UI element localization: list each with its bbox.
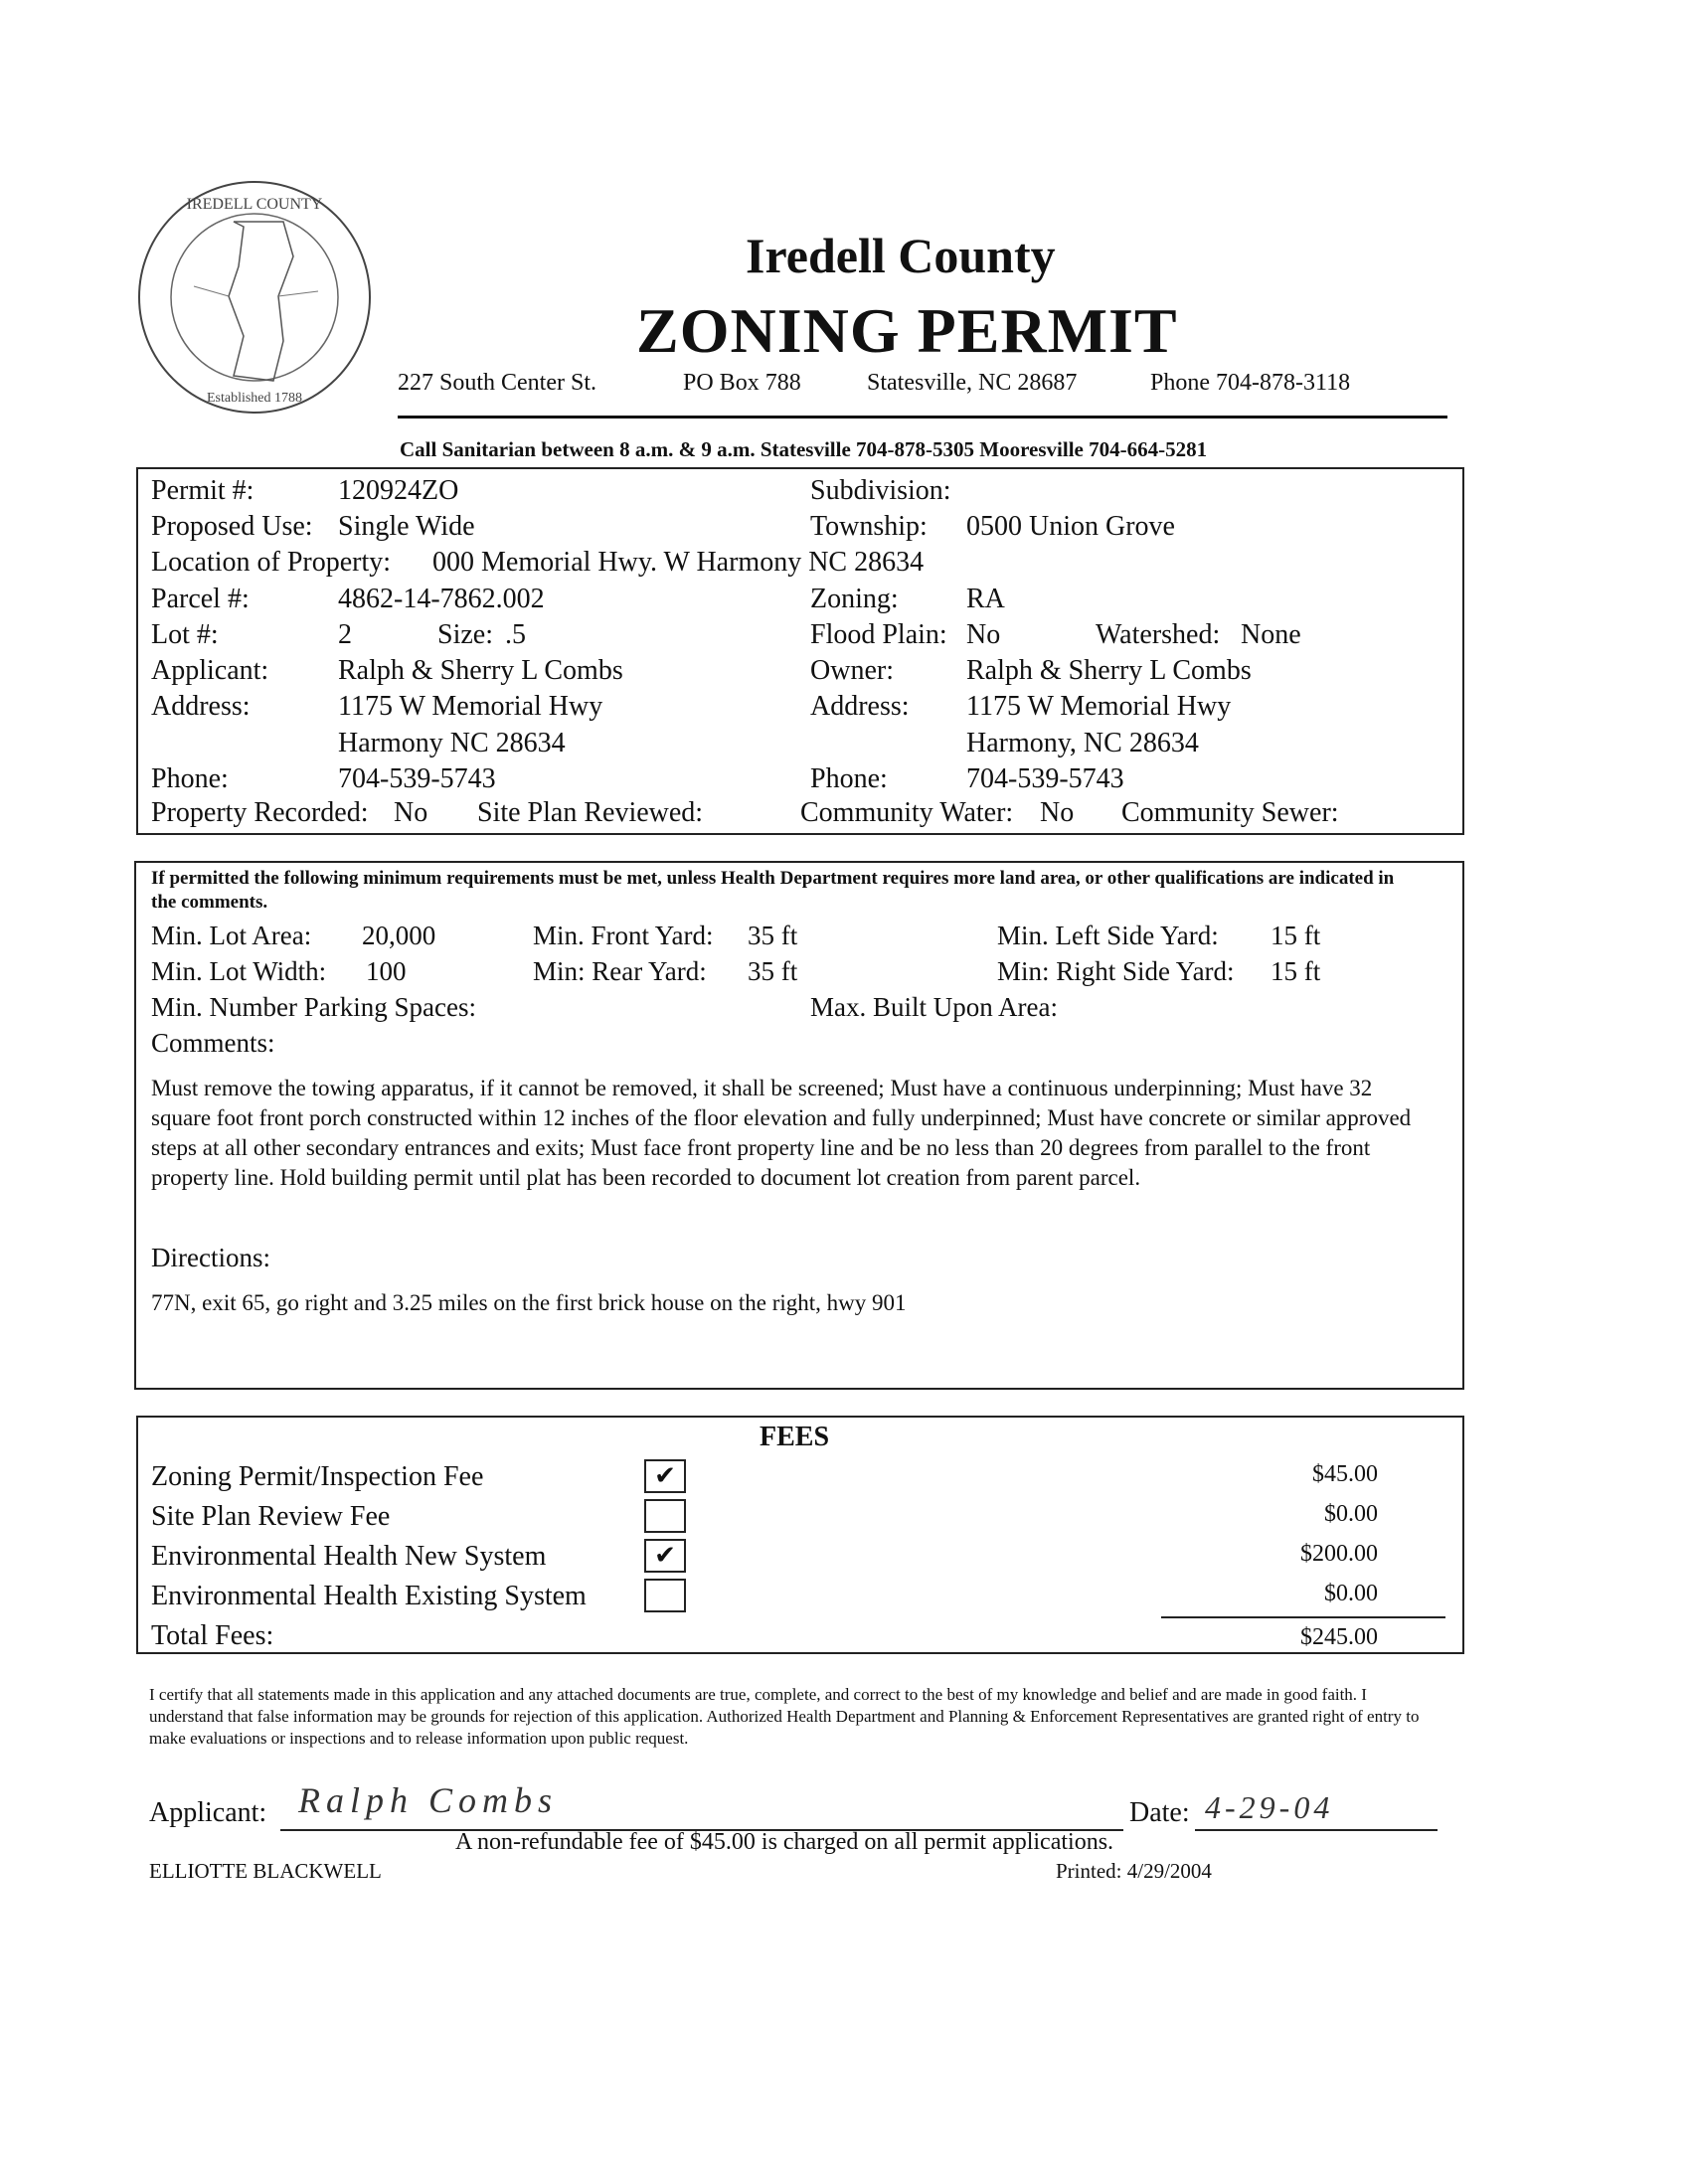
size-label: Size: <box>437 619 493 650</box>
lot-label: Lot #: <box>151 619 219 650</box>
min-left-side-yard-label: Min. Left Side Yard: <box>997 921 1219 950</box>
county-name: Iredell County <box>746 228 1056 283</box>
location-value: 000 Memorial Hwy. W Harmony NC 28634 <box>432 547 925 578</box>
owner-phone-value: 704-539-5743 <box>966 763 1124 794</box>
certification-text: I certify that all statements made in this application and any attached documents are true, complete, and correct to the best of my knowledge and belief and are made in good faith. I understand that false information may be grounds for rejection of this application. Authorized Health Department and Planning & Enforcement Representatives are granted right of entry to make evaluations or inspections and to release information upon public request. <box>149 1685 1420 1748</box>
min-front-yard-value: 35 ft <box>748 921 798 950</box>
min-left-side-yard-value: 15 ft <box>1270 921 1321 950</box>
owner-address-label: Address: <box>810 691 910 722</box>
flood-plain-label: Flood Plain: <box>810 619 947 650</box>
min-rear-yard-value: 35 ft <box>748 956 798 986</box>
fee-site-plan-amount: $0.00 <box>1324 1501 1378 1527</box>
printed-date: Printed: 4/29/2004 <box>1056 1859 1212 1883</box>
proposed-use-value: Single Wide <box>338 511 475 542</box>
fee-env-new-checkbox[interactable]: ✔ <box>644 1539 686 1573</box>
document-title: ZONING PERMIT <box>636 295 1178 366</box>
svg-text:IREDELL COUNTY: IREDELL COUNTY <box>186 196 323 213</box>
date-value: 4-29-04 <box>1205 1789 1334 1825</box>
applicant-value: Ralph & Sherry L Combs <box>338 655 623 686</box>
parcel-value: 4862-14-7862.002 <box>338 584 545 614</box>
permit-number-label: Permit #: <box>151 475 254 506</box>
lot-value: 2 <box>338 619 352 650</box>
min-lot-area-label: Min. Lot Area: <box>151 921 312 950</box>
sanitarian-note: Call Sanitarian between 8 a.m. & 9 a.m. Statesville 704-878-5305 Mooresville 704-664-5281 <box>400 437 1208 461</box>
fee-env-new-label: Environmental Health New System <box>151 1541 547 1572</box>
size-value: .5 <box>505 619 526 650</box>
fee-env-existing-amount: $0.00 <box>1324 1581 1378 1606</box>
fee-env-existing-label: Environmental Health Existing System <box>151 1581 587 1611</box>
owner-phone-label: Phone: <box>810 763 888 794</box>
svg-text:Established 1788: Established 1788 <box>206 391 303 406</box>
zoning-label: Zoning: <box>810 584 899 614</box>
watershed-label: Watershed: <box>1096 619 1221 650</box>
fees-total-rule <box>1161 1616 1445 1618</box>
owner-address-line2: Harmony, NC 28634 <box>966 728 1199 758</box>
watershed-value: None <box>1241 619 1301 650</box>
township-label: Township: <box>810 511 928 542</box>
county-seal <box>134 177 375 418</box>
total-fees-value: $245.00 <box>1300 1624 1378 1650</box>
comments-label: Comments: <box>151 1028 275 1058</box>
fee-env-existing-checkbox[interactable] <box>644 1579 686 1612</box>
fee-note: A non-refundable fee of $45.00 is charged on all permit applications. <box>455 1829 1114 1855</box>
applicant-address-line1: 1175 W Memorial Hwy <box>338 691 603 722</box>
min-front-yard-label: Min. Front Yard: <box>533 921 714 950</box>
min-parking-label: Min. Number Parking Spaces: <box>151 992 476 1022</box>
parcel-label: Parcel #: <box>151 584 250 614</box>
min-rear-yard-label: Min: Rear Yard: <box>533 956 707 986</box>
property-recorded-label: Property Recorded: <box>151 797 369 828</box>
max-built-area-label: Max. Built Upon Area: <box>810 992 1058 1022</box>
proposed-use-label: Proposed Use: <box>151 511 313 542</box>
total-fees-label: Total Fees: <box>151 1620 274 1651</box>
fees-title: FEES <box>760 1422 830 1452</box>
owner-address-line1: 1175 W Memorial Hwy <box>966 691 1232 722</box>
flood-plain-value: No <box>966 619 1001 650</box>
office-street: 227 South Center St. <box>398 370 597 396</box>
zoning-value: RA <box>966 584 1005 614</box>
community-water-label: Community Water: <box>800 797 1014 828</box>
owner-label: Owner: <box>810 655 894 686</box>
fee-zoning-label: Zoning Permit/Inspection Fee <box>151 1461 484 1492</box>
min-lot-width-label: Min. Lot Width: <box>151 956 327 986</box>
applicant-phone-label: Phone: <box>151 763 229 794</box>
township-value: 0500 Union Grove <box>966 511 1175 542</box>
applicant-signature: Ralph Combs <box>298 1780 559 1820</box>
fee-zoning-checkbox[interactable]: ✔ <box>644 1459 686 1493</box>
office-phone: Phone 704-878-3118 <box>1150 370 1351 396</box>
fee-site-plan-label: Site Plan Review Fee <box>151 1501 391 1532</box>
applicant-phone-value: 704-539-5743 <box>338 763 496 794</box>
property-recorded-value: No <box>394 797 428 828</box>
site-plan-reviewed-label: Site Plan Reviewed: <box>477 797 704 828</box>
applicant-address-label: Address: <box>151 691 251 722</box>
applicant-address-line2: Harmony NC 28634 <box>338 728 566 758</box>
owner-value: Ralph & Sherry L Combs <box>966 655 1252 686</box>
officer-name: ELLIOTTE BLACKWELL <box>149 1859 382 1883</box>
directions-label: Directions: <box>151 1243 270 1272</box>
min-lot-width-value: 100 <box>366 956 407 986</box>
fee-env-new-amount: $200.00 <box>1300 1541 1378 1567</box>
min-right-side-yard-label: Min: Right Side Yard: <box>997 956 1235 986</box>
subdivision-label: Subdivision: <box>810 475 951 506</box>
date-label: Date: <box>1129 1797 1190 1828</box>
comments-text: Must remove the towing apparatus, if it cannot be removed, it shall be screened; Must have a continuous underpinning; Must have 32 square foot front porch constructed within 12 inches of the floor elevation and fully underpinned; Must have concrete or similar approved steps at all other secondary entrances and exits; Must face front property line and be no less than 20 degrees from parallel to the front property line. Hold building permit until plat has been recorded to document lot creation from parent parcel. <box>151 1076 1412 1190</box>
community-water-value: No <box>1040 797 1075 828</box>
requirements-note: If permitted the following minimum requirements must be met, unless Health Department requires more land area, or other qualifications are indicated in the comments. <box>151 868 1395 913</box>
office-city: Statesville, NC 28687 <box>867 370 1078 396</box>
location-label: Location of Property: <box>151 547 392 578</box>
community-sewer-label: Community Sewer: <box>1121 797 1339 828</box>
date-line <box>1195 1829 1438 1831</box>
directions-text: 77N, exit 65, go right and 3.25 miles on the first brick house on the right, hwy 901 <box>151 1290 907 1315</box>
min-lot-area-value: 20,000 <box>362 921 436 950</box>
min-right-side-yard-value: 15 ft <box>1270 956 1321 986</box>
office-po-box: PO Box 788 <box>683 370 801 396</box>
fee-site-plan-checkbox[interactable] <box>644 1499 686 1533</box>
header-rule <box>398 416 1447 419</box>
applicant-signature-label: Applicant: <box>149 1797 267 1828</box>
permit-number-value: 120924ZO <box>338 475 459 506</box>
permit-info-box <box>136 467 1464 835</box>
applicant-label: Applicant: <box>151 655 269 686</box>
fee-zoning-amount: $45.00 <box>1312 1461 1378 1487</box>
